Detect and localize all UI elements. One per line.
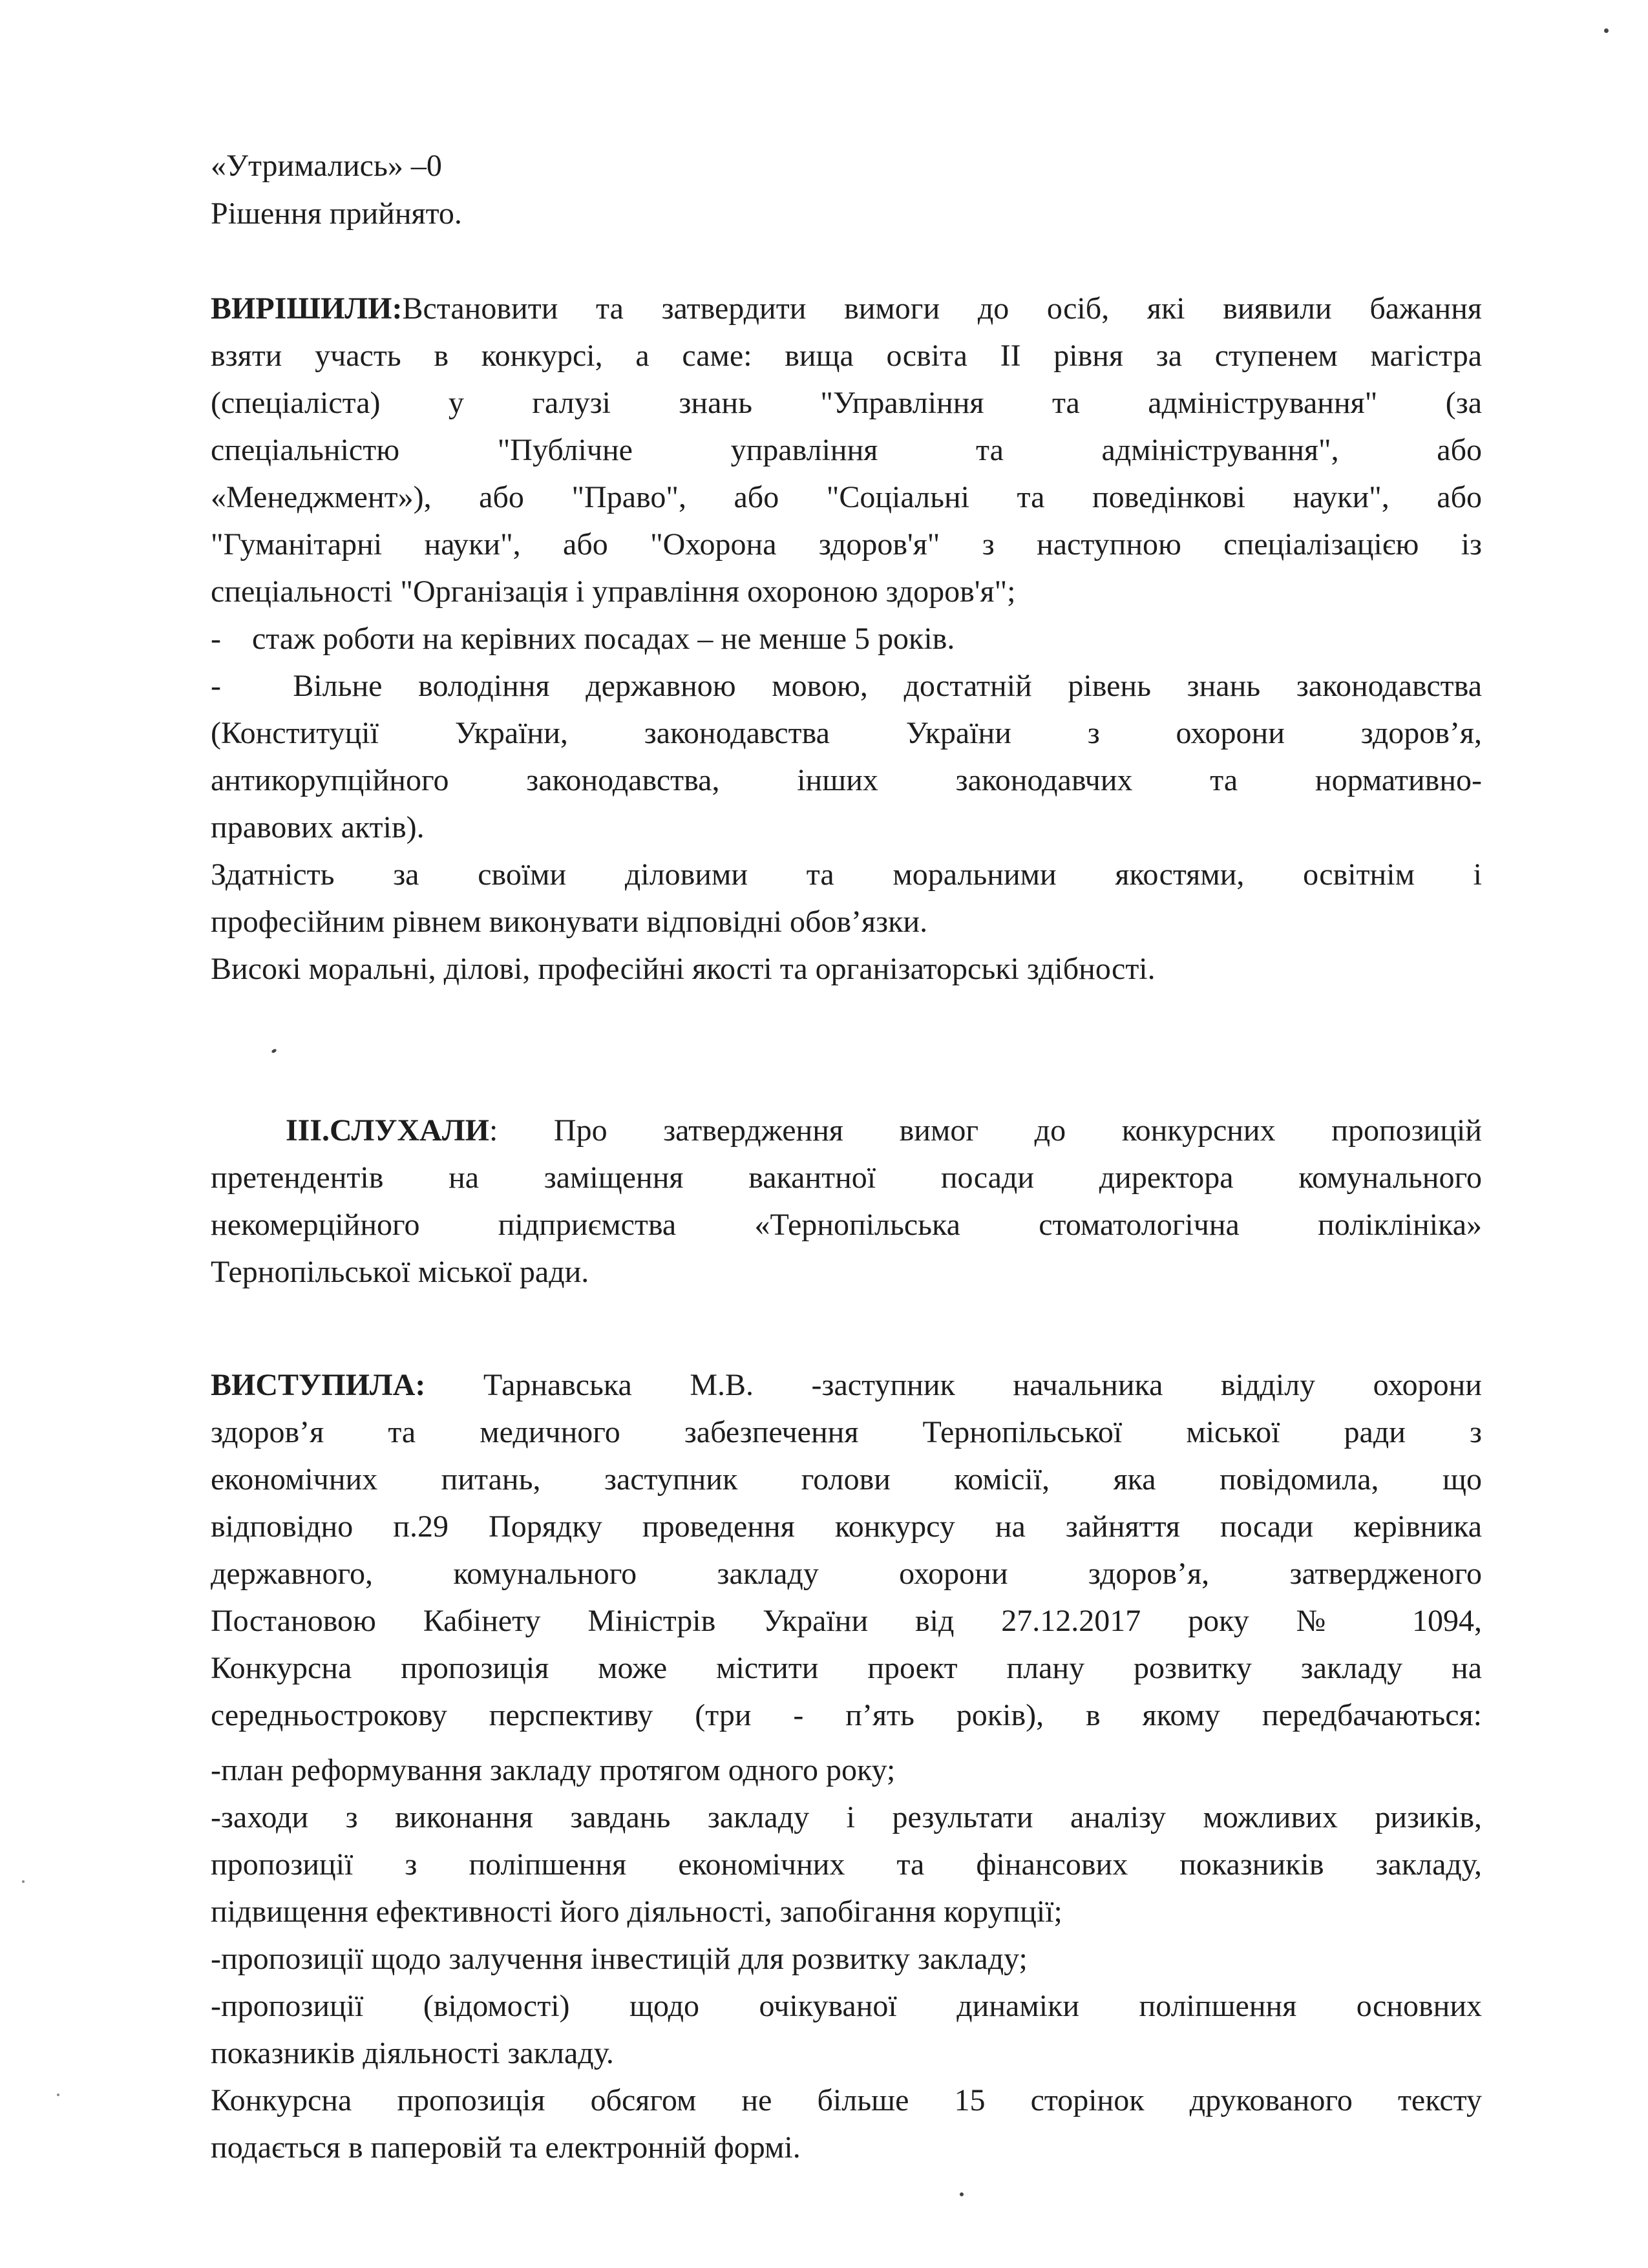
heard-line-4: Тернопільської міської ради. bbox=[211, 1255, 589, 1289]
spoke-line-3: економічних питань, заступник голови комісії, яка повідомила, що bbox=[211, 1462, 1482, 1496]
plan-line-1: -план реформування закладу протягом одного року; bbox=[211, 1753, 896, 1787]
plan-line-6: -пропозиції (відомості) щодо очікуваної динаміки поліпшення основних bbox=[211, 1989, 1482, 2023]
vote-decision: Рішення прийнято. bbox=[211, 196, 462, 231]
decided-line-10: (Конституції України, законодавства України з охорони здоров’я, bbox=[211, 716, 1482, 750]
heard-line-1: ІІІ.СЛУХАЛИ: Про затвердження вимог до конкурсних пропозицій bbox=[286, 1113, 1482, 1148]
scan-speck bbox=[22, 1880, 25, 1883]
spoke-heading: ВИСТУПИЛА: bbox=[211, 1368, 426, 1402]
heard-line-3: некомерційного підприємства «Тернопільська стоматологічна поліклініка» bbox=[211, 1208, 1482, 1242]
spoke-line-1: ВИСТУПИЛА: Тарнавська М.В. -заступник начальника відділу охорони bbox=[211, 1368, 1482, 1402]
plan-line-3: пропозиції з поліпшення економічних та фінансових показників закладу, bbox=[211, 1847, 1482, 1882]
spoke-line-2: здоров’я та медичного забезпечення Тернопільської міської ради з bbox=[211, 1415, 1482, 1449]
plan-line-7: показників діяльності закладу. bbox=[211, 2036, 614, 2070]
heard-line-2: претендентів на заміщення вакантної посади директора комунального bbox=[211, 1160, 1482, 1195]
scan-speck bbox=[1604, 28, 1609, 33]
decided-line-8: - стаж роботи на керівних посадах – не менше 5 років. bbox=[211, 622, 955, 656]
decided-line-15: Високі моральні, ділові, професійні якості та організаторські здібності. bbox=[211, 952, 1156, 986]
decided-line-13: Здатність за своїми діловими та моральними якостями, освітнім і bbox=[211, 857, 1482, 892]
decided-line-9: - Вільне володіння державною мовою, достатній рівень знань законодавства bbox=[211, 669, 1482, 703]
decided-line-2: взяти участь в конкурсі, а саме: вища освіта ІІ рівня за ступенем магістра bbox=[211, 339, 1482, 373]
spoke-line-5: державного, комунального закладу охорони здоров’я, затвердженого bbox=[211, 1557, 1482, 1591]
decided-line-5: «Менеджмент»), або "Право", або "Соціальні та поведінкові науки", або bbox=[211, 480, 1482, 514]
decided-line-7: спеціальності "Організація і управління охороною здоров'я"; bbox=[211, 574, 1016, 609]
heard-heading: ІІІ.СЛУХАЛИ bbox=[286, 1113, 489, 1148]
plan-line-9: подається в паперовій та електронній формі. bbox=[211, 2130, 801, 2165]
plan-line-2: -заходи з виконання завдань закладу і результати аналізу можливих ризиків, bbox=[211, 1800, 1482, 1834]
decided-line-6: "Гуманітарні науки", або "Охорона здоров'я" з наступною спеціалізацією із bbox=[211, 527, 1482, 562]
plan-line-5: -пропозиції щодо залучення інвестицій для розвитку закладу; bbox=[211, 1942, 1028, 1976]
decided-line-11: антикорупційного законодавства, інших законодавчих та нормативно- bbox=[211, 763, 1482, 797]
decided-line-4: спеціальністю "Публічне управління та адміністрування", або bbox=[211, 433, 1482, 467]
plan-line-8: Конкурсна пропозиція обсягом не більше 15 сторінок друкованого тексту bbox=[211, 2083, 1482, 2117]
decided-line-3: (спеціаліста) у галузі знань "Управління та адміністрування" (за bbox=[211, 386, 1482, 420]
decided-line-12: правових актів). bbox=[211, 810, 425, 845]
spoke-line-8: середньострокову перспективу (три - п’ять років), в якому передбачаються: bbox=[211, 1698, 1482, 1732]
scan-speck bbox=[57, 2094, 59, 2096]
decided-line-1: ВИРІШИЛИ:Встановити та затвердити вимоги до осіб, які виявили бажання bbox=[211, 291, 1482, 326]
plan-line-4: підвищення ефективності його діяльності, запобігання корупції; bbox=[211, 1895, 1062, 1929]
spoke-line-6: Постановою Кабінету Міністрів України від 27.12.2017 року № 1094, bbox=[211, 1604, 1482, 1638]
decided-heading: ВИРІШИЛИ: bbox=[211, 291, 403, 326]
spoke-line-7: Конкурсна пропозиція може містити проект плану розвитку закладу на bbox=[211, 1651, 1482, 1685]
scan-speck bbox=[960, 2192, 964, 2196]
spoke-line-4: відповідно п.29 Порядку проведення конкурсу на зайняття посади керівника bbox=[211, 1509, 1482, 1544]
scan-speck bbox=[271, 1048, 277, 1053]
vote-abstained: «Утримались» –0 bbox=[211, 149, 442, 183]
decided-line-14: професійним рівнем виконувати відповідні обов’язки. bbox=[211, 905, 928, 939]
